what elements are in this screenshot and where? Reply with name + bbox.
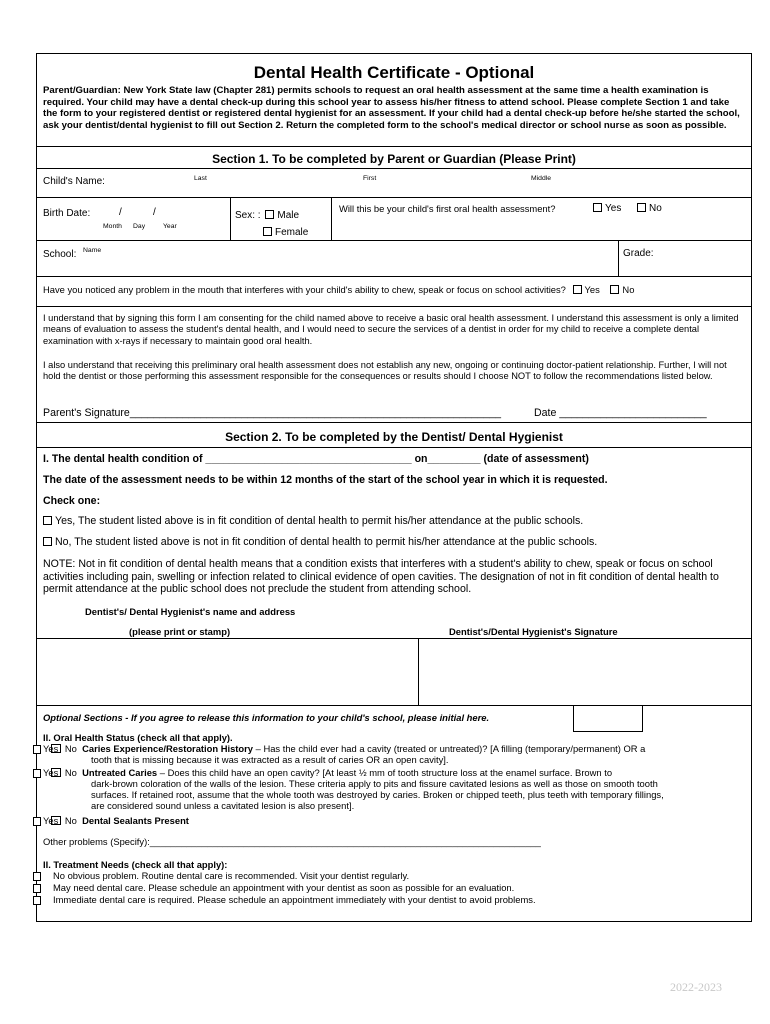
problem-no-checkbox[interactable] [610,285,619,294]
sex-label [235,210,299,221]
untreated-title: Untreated Caries [82,767,158,778]
problem-yes-label: Yes [584,284,600,295]
last-label: Last [194,175,207,182]
caries-text-2: tooth that is missing because it was extracted as a result of caries OR an open cavity]. [91,754,449,765]
problem-no-label: No [622,284,635,295]
no-checkbox[interactable] [637,203,646,212]
consent-paragraph-2: I also understand that receiving this preliminary oral health assessment does not establish any new, ongoing or continuing doctor-patient relationship. Further, I will not hold the dentist or those performing this assessment responsible for the consequences or results should I choose NOT to follow the recommendations listed below. [43,360,727,382]
caries-title: Caries Experience/Restoration History [82,743,254,754]
assessment-date-note: The date of the assessment needs to be within 12 months of the start of the school year in which it is requested. [43,474,608,486]
untreated-checkbox[interactable] [33,769,41,778]
sealants-yes-box[interactable] [51,816,61,825]
caries-row [43,743,645,754]
birth-date-slash: / [119,207,122,218]
divider [37,197,751,198]
caries-yes-box[interactable] [51,744,61,753]
first-assessment-no [637,203,662,214]
year-label: Year [163,223,177,230]
divider [37,705,751,706]
first-assessment-question: Will this be your child's first oral health assessment? [339,203,556,214]
birth-date-slash: / [153,207,156,218]
please-print-label: (please print or stamp) [129,626,231,637]
parent-signature-line[interactable]: _______________________________________________________________ [129,407,502,419]
untreated-yes-box[interactable] [51,768,61,777]
condition-line: I. The dental health condition of ___________________________________ on_________ (date of assessment) [43,453,589,465]
optional-heading: Optional Sections - If you agree to release this information to your child's school, please initial here. [43,712,490,723]
yes-label: Yes [605,203,622,214]
school-label: School: [43,249,77,260]
first-label: First [363,175,377,182]
unfit-option [43,536,597,548]
other-problems: Other problems (Specify):___________________________________________________________________________ [43,836,541,847]
treat3-text: Immediate dental care is required. Please schedule an appointment immediately with your dentist to avoid problems. [53,894,536,905]
male-label: Male [277,210,300,221]
parent-signature-label: Parent's Signature [43,407,130,419]
female-label: Female [275,227,309,238]
oral-status-heading: II. Oral Health Status (check all that apply). [43,732,233,743]
consent-paragraph-1: I understand that by signing this form I am consenting for the child named above to receive a basic oral health assessment. I understand this assessment is only a limited means of evaluation to assess the student's dental health, and I would need to secure the services of a dentist in order for my child to receive a complete dental examination with x-rays if necessary to maintain good oral health. [43,313,739,346]
female-option [263,227,308,238]
month-label: Month [103,223,122,230]
date-line[interactable]: _________________________ [559,407,707,419]
footer-year: 2022-2023 [670,980,722,994]
untreated-row [43,767,612,778]
dentist-name-address-label: Dentist's/ Dental Hygienist's name and address [85,606,296,617]
divider [230,197,231,240]
treatment-heading: II. Treatment Needs (check all that apply): [43,859,228,870]
problem-question-text: Have you noticed any problem in the mouth that interferes with your child's ability to chew, speak or focus on school activities? [43,284,566,295]
caries-checkbox[interactable] [33,745,41,754]
male-checkbox[interactable] [265,210,274,219]
fit-option [43,515,583,527]
treat1-text: No obvious problem. Routine dental care is recommended. Visit your dentist regularly. [53,870,410,881]
dental-form [36,53,752,922]
day-label: Day [133,223,146,230]
untreated-text-3: surfaces. If retained root, assume that the whole tooth was destroyed by caries. Broken or chipped teeth, plus teeth with temporary fillings, [91,789,664,800]
divider [37,240,751,241]
fit-yes-checkbox[interactable] [43,516,52,525]
note-paragraph: NOTE: Not in fit condition of dental health means that a condition exists that interferes with a student's ability to chew, speak or focus on school activities including pain, swelling or infection related to clinical evidence of open cavities. The designation of not in fit condition of dental health to permit attendance at the public school does not preclude the student from attending school. [43,558,719,596]
sealants-no: No [64,815,77,826]
initial-box[interactable] [573,705,643,732]
parent-signature-row [43,407,501,419]
sex-text: Sex: : [235,210,261,221]
divider [37,276,751,277]
treat2-text: May need dental care. Please schedule an appointment with your dentist as soon as possible for an evaluation. [53,882,515,893]
divider [37,146,751,147]
untreated-yes: Yes [43,767,59,778]
no-label: No [649,203,662,214]
untreated-text-4: are considered sound unless a cavitated lesion is also present]. [91,800,355,811]
fit-no-label: No, The student listed above is not in fit condition of dental health to permit his/her attendance at the public schools. [55,536,598,548]
divider [418,638,419,705]
dentist-signature-label: Dentist's/Dental Hygienist's Signature [449,626,618,637]
sealants-yes: Yes [43,815,59,826]
caries-text-1: – Has the child ever had a cavity (treated or untreated)? [A filling (temporary/permanent) OR a [253,743,646,754]
fit-yes-label: Yes, The student listed above is in fit condition of dental health to permit his/her attendance at the public schools. [55,515,584,527]
problem-question [43,284,634,295]
untreated-text-2: dark-brown coloration of the walls of the lesion. These criteria apply to pits and fissure cavitated lesions as well as those on smooth tooth [91,778,658,789]
form-title: Dental Health Certificate - Optional [253,63,535,82]
female-checkbox[interactable] [263,227,272,236]
divider [37,447,751,448]
fit-no-checkbox[interactable] [43,537,52,546]
childs-name-label: Child's Name: [43,176,105,187]
school-name-label: Name [83,247,102,254]
divider [618,240,619,276]
treat1-checkbox[interactable] [33,872,41,881]
problem-yes-checkbox[interactable] [573,285,582,294]
sealants-checkbox[interactable] [33,817,41,826]
divider [37,638,751,639]
yes-checkbox[interactable] [593,203,602,212]
sealants-title: Dental Sealants Present [82,815,189,826]
divider [37,168,751,169]
first-assessment-yes [593,203,621,214]
birth-date-label: Birth Date: [43,208,91,219]
date-label: Date [534,407,557,419]
divider [331,197,332,240]
sealants-row [43,815,189,826]
caries-yes: Yes [43,743,59,754]
section2-heading: Section 2. To be completed by the Dentist/ Dental Hygienist [225,430,563,444]
check-one-label: Check one: [43,495,101,507]
treat2-checkbox[interactable] [33,884,41,893]
untreated-no: No [64,767,77,778]
intro-text: Parent/Guardian: New York State law (Chapter 281) permits schools to request an oral health assessment at the same time a health examination is required. Your child may have a dental check-up during this school year to assess his/her fitness to attend school. Please complete Section 1 and take the form to your registered dentist or registered dental hygienist for an assessment. If your child had a dental check-up before he/she started the school, ask your dentist/dental hygienist to fill out Section 2. Return the completed form to the school's medical director or school nurse as soon as possible. [43,85,740,131]
grade-label: Grade: [623,248,654,259]
middle-label: Middle [531,175,552,182]
treat3-checkbox[interactable] [33,896,41,905]
divider [37,422,751,423]
caries-no: No [64,743,77,754]
divider [37,306,751,307]
date-row [534,407,707,419]
section1-heading: Section 1. To be completed by Parent or Guardian (Please Print) [212,152,576,166]
untreated-text-1: – Does this child have an open cavity? [At least ½ mm of tooth structure loss at the enamel surface. Brown to [157,767,613,778]
